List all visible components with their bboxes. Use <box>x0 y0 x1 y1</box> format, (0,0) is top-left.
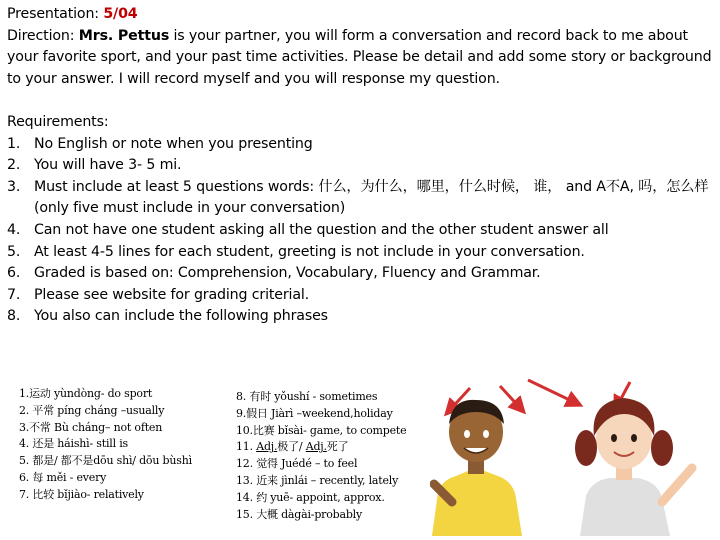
requirement-number: 6. <box>7 265 21 282</box>
requirement-number: 4. <box>7 221 21 238</box>
requirement-number: 8. <box>7 308 21 325</box>
requirement-text: No English or note when you presenting <box>34 135 313 152</box>
requirement-text: You will have 3- 5 mi. <box>34 157 182 174</box>
adj-placeholder: Adj. <box>305 440 327 454</box>
direction-lead: Direction: <box>7 27 75 44</box>
instructions-text <box>7 4 715 328</box>
requirement-number: 1. <box>7 135 21 152</box>
phrase-prefix: 11. <box>236 440 257 454</box>
boy-figure <box>432 400 522 536</box>
presentation-label: Presentation: <box>7 6 99 22</box>
presentation-number: 5/04 <box>103 6 138 22</box>
phrase-item: 6. 每 měi - every <box>19 470 107 484</box>
phrase-item: 7. 比较 bǐjiào- relatively <box>19 487 144 501</box>
phrase-item: 2. 平常 píng cháng –usually <box>19 403 165 417</box>
requirement-number: 7. <box>7 286 21 303</box>
requirement-item <box>7 155 715 177</box>
students-conversation-illustration <box>430 352 715 536</box>
phrase-item: 14. 约 yuē- appoint, approx. <box>236 490 385 504</box>
phrase-item: 1.运动 yùndòng- do sport <box>19 387 153 400</box>
girl-figure <box>575 398 692 536</box>
phrase-item: 12. 觉得 Juédé – to feel <box>236 457 358 471</box>
phrase-item: 8. 有时 yǒushí - sometimes <box>236 390 378 403</box>
phrase-suffix: 死了 <box>326 440 349 454</box>
direction-paragraph <box>7 26 715 91</box>
requirement-item <box>7 306 715 328</box>
requirement-text: Must include at least 5 questions words: 什么，为什么，哪里，什么时候， 谁， and A不A, 吗，怎么样 (only five must include in your conversation) <box>34 178 709 217</box>
requirement-number: 5. <box>7 243 21 260</box>
phrase-item: 5. 都是/ 都不是dōu shì/ dōu bùshì <box>19 454 192 468</box>
requirement-item <box>7 285 715 307</box>
requirement-number: 3. <box>7 178 21 195</box>
requirement-item <box>7 242 715 264</box>
requirement-item <box>7 220 715 242</box>
phrase-item: 3.不常 Bù cháng– not often <box>19 420 163 434</box>
requirements-list <box>7 134 715 328</box>
phrase-item: 4. 还是 háishì- still is <box>19 437 128 451</box>
requirement-text: At least 4-5 lines for each student, greeting is not include in your conversation. <box>34 243 585 260</box>
phrase-middle: 极了/ <box>277 440 306 454</box>
requirements-title: Requirements: <box>7 113 109 130</box>
phrase-item: 15. 大概 dàgài-probably <box>236 507 363 521</box>
phrase-item: 9.假日 Jiàrì –weekend,holiday <box>236 406 393 420</box>
requirement-text: You also can include the following phrases <box>34 308 328 325</box>
phrase-list-left <box>19 386 192 504</box>
requirement-item <box>7 177 715 220</box>
phrase-item: 13. 近来 jìnlái – recently, lately <box>236 473 399 487</box>
phrase-item <box>236 439 406 456</box>
adj-placeholder: Adj. <box>256 440 278 454</box>
requirement-text: Can not have one student asking all the question and the other student answer all <box>34 221 609 238</box>
requirement-number: 2. <box>7 157 21 174</box>
partner-name: Mrs. Pettus <box>78 27 170 44</box>
requirement-item <box>7 263 715 285</box>
direction-body: is your partner, you will form a conversation and record back to me about your favorite sport, and your past time activities. Please be detail and add some story or background to your answer. I will record myself and you will response my question. <box>7 27 712 87</box>
phrase-item: 10.比赛 bǐsài- game, to compete <box>236 423 407 437</box>
requirement-text: Please see website for grading criterial. <box>34 286 310 303</box>
presentation-line <box>7 4 715 26</box>
requirement-item <box>7 134 715 156</box>
requirement-text: Graded is based on: Comprehension, Vocabulary, Fluency and Grammar. <box>34 265 541 282</box>
phrase-list-right <box>236 389 406 523</box>
